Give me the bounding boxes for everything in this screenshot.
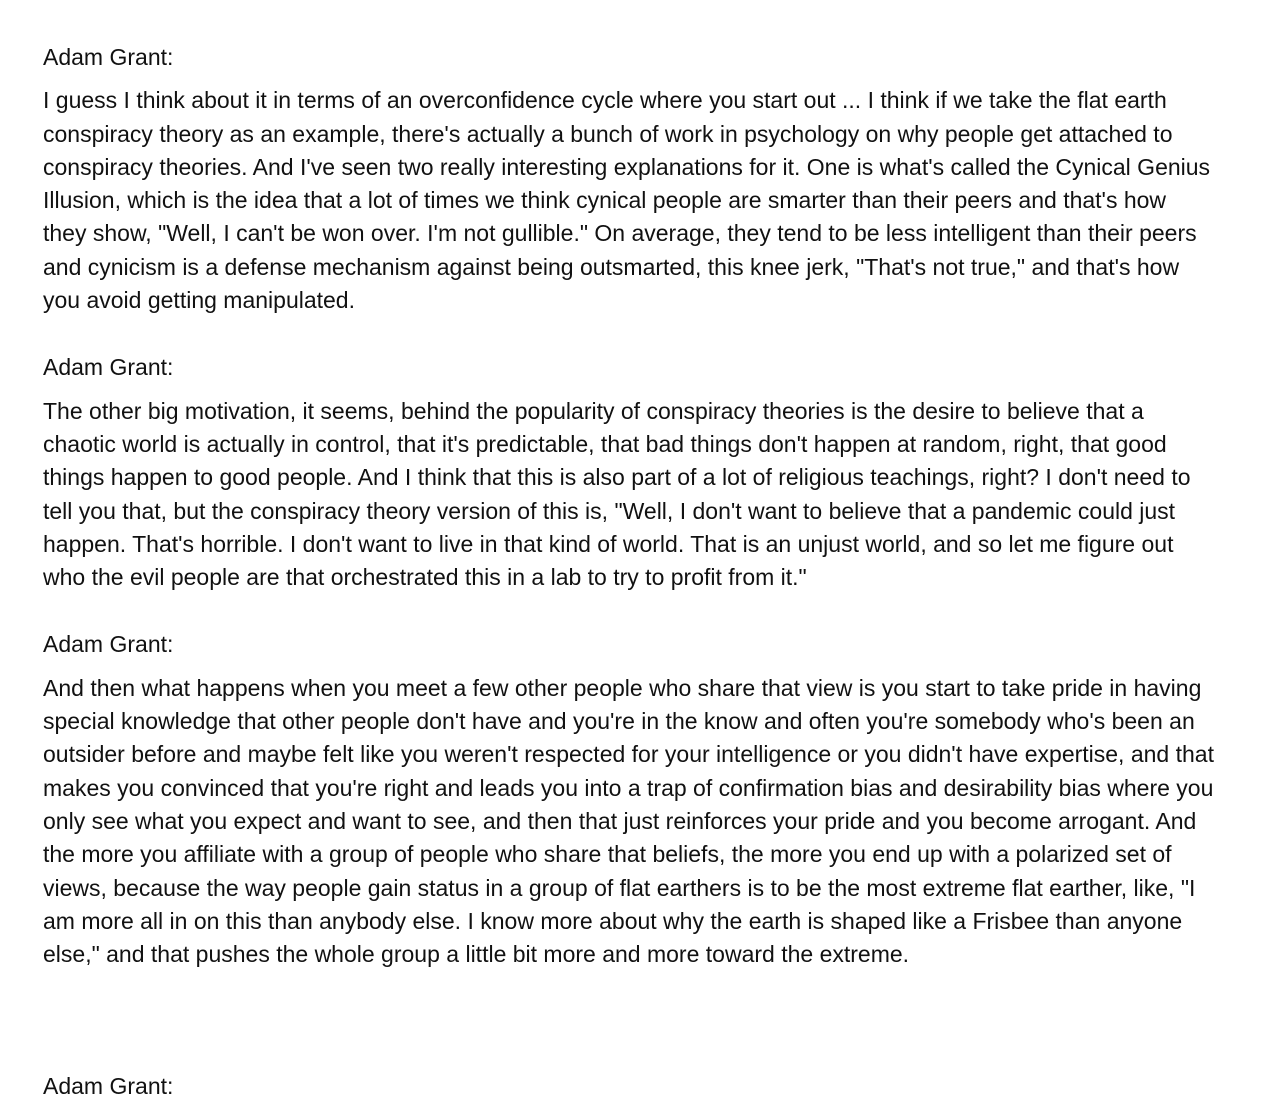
speech-paragraph: And then what happens when you meet a few other people who share that view is you start to take pride in having special knowledge that other people don't have and you're in the know and often you're somebody who's been an outsider before and maybe felt like you weren't respected for your intelligence or you didn't have expertise, and that makes you convinced that you're right and leads you into a trap of confirmation bias and desirability bias where you only see what you expect and want to see, and then that just reinforces your pride and you become arrogant. And the more you affiliate with a group of people who share that beliefs, the more you end up with a polarized set of views, because the way people gain status in a group of flat earthers is to be the most extreme flat earther, like, "I am more all in on this than anybody else. I know more about why the earth is shaped like a Frisbee than anyone else," and that pushes the whole group a little bit more and more toward the extreme. — [43, 674, 1214, 968]
transcript-entry-1 — [43, 41, 1215, 317]
speaker-label: Adam Grant: — [43, 1073, 174, 1099]
speaker-label: Adam Grant: — [43, 44, 174, 70]
transcript-entry-3 — [43, 628, 1215, 971]
speaker-label: Adam Grant: — [43, 631, 174, 658]
transcript-document — [43, 41, 1215, 1005]
next-speaker-label-cutoff — [43, 1070, 174, 1099]
transcript-entry-2 — [43, 351, 1215, 594]
speech-paragraph: The other big motivation, it seems, behind the popularity of conspiracy theories is the desire to believe that a chaotic world is actually in control, that it's predictable, that bad things don't happen at random, right, that good things happen to good people. And I think that this is also part of a lot of religious teachings, right? I don't need to tell you that, but the conspiracy theory version of this is, "Well, I don't want to believe that a pandemic could just happen. That's horrible. I don't want to live in that kind of world. That is an unjust world, and so let me figure out who the evil people are that orchestrated this in a lab to try to profit from it." — [43, 397, 1191, 591]
speaker-label: Adam Grant: — [43, 354, 174, 381]
speech-paragraph: I guess I think about it in terms of an overconfidence cycle where you start out ... I think if we take the flat earth conspiracy theory as an example, there's actually a bunch of work in psychology on why people get attached to conspiracy theories. And I've seen two really interesting explanations for it. One is what's called the Cynical Genius Illusion, which is the idea that a lot of times we think cynical people are smarter than their peers and that's how they show, "Well, I can't be won over. I'm not gullible." On average, they tend to be less intelligent than their peers and cynicism is a defense mechanism against being outsmarted, this knee jerk, "That's not true," and that's how you avoid getting manipulated. — [43, 87, 1211, 314]
